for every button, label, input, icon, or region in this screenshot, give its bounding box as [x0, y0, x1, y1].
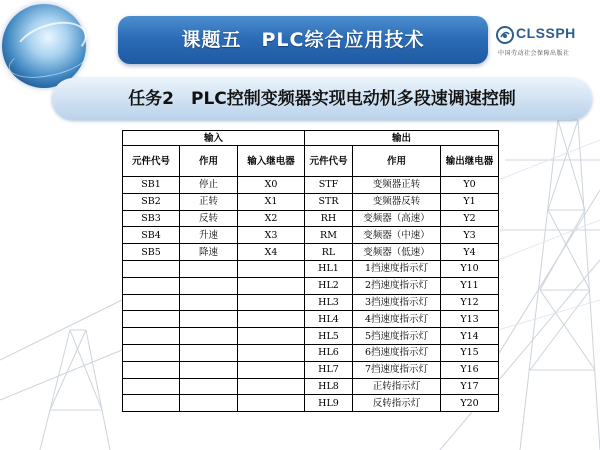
table-cell: Y3: [441, 227, 499, 244]
table-cell: [180, 294, 238, 311]
table-cell: 反转: [180, 210, 238, 227]
table-cell: HL1: [305, 260, 353, 277]
column-header: 元件代号: [123, 146, 180, 177]
table-cell: X2: [238, 210, 305, 227]
table-row: [123, 244, 499, 261]
table-cell: [238, 328, 305, 345]
table-cell: [238, 395, 305, 412]
table-cell: X3: [238, 227, 305, 244]
table-cell: HL9: [305, 395, 353, 412]
column-header: 作用: [353, 146, 441, 177]
table-cell: 变频器（高速）: [353, 210, 441, 227]
table-cell: 变频器（低速）: [353, 244, 441, 261]
column-header: 作用: [180, 146, 238, 177]
task-title: 任务2 PLC控制变频器实现电动机多段速调速控制: [128, 89, 516, 109]
table-cell: 6挡速度指示灯: [353, 344, 441, 361]
table-cell: Y12: [441, 294, 499, 311]
table-cell: [123, 395, 180, 412]
table-cell: RM: [305, 227, 353, 244]
table-cell: [238, 277, 305, 294]
table-cell: 7挡速度指示灯: [353, 361, 441, 378]
globe-icon: [2, 4, 86, 88]
table-cell: [123, 294, 180, 311]
table-cell: Y10: [441, 260, 499, 277]
table-cell: [238, 311, 305, 328]
clssph-logo-icon: [496, 26, 514, 44]
table-cell: 1挡速度指示灯: [353, 260, 441, 277]
column-header: 输入继电器: [238, 146, 305, 177]
table-row: [123, 227, 499, 244]
table-cell: [238, 378, 305, 395]
table-cell: HL2: [305, 277, 353, 294]
table-cell: RL: [305, 244, 353, 261]
table-row: [123, 361, 499, 378]
table-row: [123, 344, 499, 361]
table-cell: [180, 344, 238, 361]
table-cell: Y2: [441, 210, 499, 227]
table-cell: Y11: [441, 277, 499, 294]
table-cell: Y13: [441, 311, 499, 328]
table-cell: [123, 328, 180, 345]
table-row: [123, 395, 499, 412]
table-cell: 2挡速度指示灯: [353, 277, 441, 294]
table-cell: [180, 277, 238, 294]
column-header: 元件代号: [305, 146, 353, 177]
table-cell: [123, 277, 180, 294]
table-cell: 停止: [180, 177, 238, 194]
table-row: [123, 328, 499, 345]
table-cell: Y4: [441, 244, 499, 261]
table-cell: [180, 395, 238, 412]
table-cell: 变频器反转: [353, 193, 441, 210]
table-cell: 5挡速度指示灯: [353, 328, 441, 345]
output-group-header: 输出: [305, 131, 499, 146]
table-cell: RH: [305, 210, 353, 227]
table-cell: X0: [238, 177, 305, 194]
table-cell: X1: [238, 193, 305, 210]
table-cell: SB1: [123, 177, 180, 194]
table-row: [123, 294, 499, 311]
column-header: 输出继电器: [441, 146, 499, 177]
table-cell: 正转指示灯: [353, 378, 441, 395]
table-cell: 正转: [180, 193, 238, 210]
table-cell: [180, 361, 238, 378]
table-cell: HL8: [305, 378, 353, 395]
table-cell: SB3: [123, 210, 180, 227]
table-cell: HL3: [305, 294, 353, 311]
table-cell: [180, 328, 238, 345]
table-cell: [238, 361, 305, 378]
table-cell: [238, 260, 305, 277]
table-column-header-row: [123, 146, 499, 177]
table-cell: SB5: [123, 244, 180, 261]
table-cell: 反转指示灯: [353, 395, 441, 412]
table-cell: Y20: [441, 395, 499, 412]
table-cell: [180, 311, 238, 328]
table-cell: Y15: [441, 344, 499, 361]
table-cell: STR: [305, 193, 353, 210]
table-cell: STF: [305, 177, 353, 194]
table-cell: [238, 344, 305, 361]
table-cell: [123, 260, 180, 277]
table-row: [123, 210, 499, 227]
table-cell: HL7: [305, 361, 353, 378]
table-row: [123, 277, 499, 294]
table-cell: 变频器（中速）: [353, 227, 441, 244]
table-cell: 升速: [180, 227, 238, 244]
table-cell: Y16: [441, 361, 499, 378]
table-cell: Y17: [441, 378, 499, 395]
io-allocation-table: [122, 130, 499, 412]
logo-text: CLSSPH: [516, 25, 576, 41]
table-row: [123, 378, 499, 395]
table-cell: Y0: [441, 177, 499, 194]
table-cell: SB4: [123, 227, 180, 244]
table-cell: HL4: [305, 311, 353, 328]
table-cell: X4: [238, 244, 305, 261]
table-cell: [123, 311, 180, 328]
table-cell: SB2: [123, 193, 180, 210]
table-group-header-row: [123, 131, 499, 146]
table-cell: [123, 361, 180, 378]
header-title: 课题五 PLC综合应用技术: [181, 29, 425, 51]
table-row: [123, 193, 499, 210]
table-row: [123, 260, 499, 277]
table-cell: Y14: [441, 328, 499, 345]
table-cell: [238, 294, 305, 311]
table-cell: HL6: [305, 344, 353, 361]
input-group-header: 输入: [123, 131, 305, 146]
publisher-logo: [494, 20, 596, 60]
table-cell: Y1: [441, 193, 499, 210]
logo-subtitle: 中国劳动社会保障出版社: [498, 50, 570, 57]
table-cell: [123, 378, 180, 395]
table-cell: [123, 344, 180, 361]
table-cell: [180, 260, 238, 277]
table-cell: [180, 378, 238, 395]
table-cell: 4挡速度指示灯: [353, 311, 441, 328]
table-row: [123, 177, 499, 194]
table-body: [123, 177, 499, 412]
table-row: [123, 311, 499, 328]
table-cell: 变频器正转: [353, 177, 441, 194]
table-cell: HL5: [305, 328, 353, 345]
table-cell: 3挡速度指示灯: [353, 294, 441, 311]
table-cell: 降速: [180, 244, 238, 261]
